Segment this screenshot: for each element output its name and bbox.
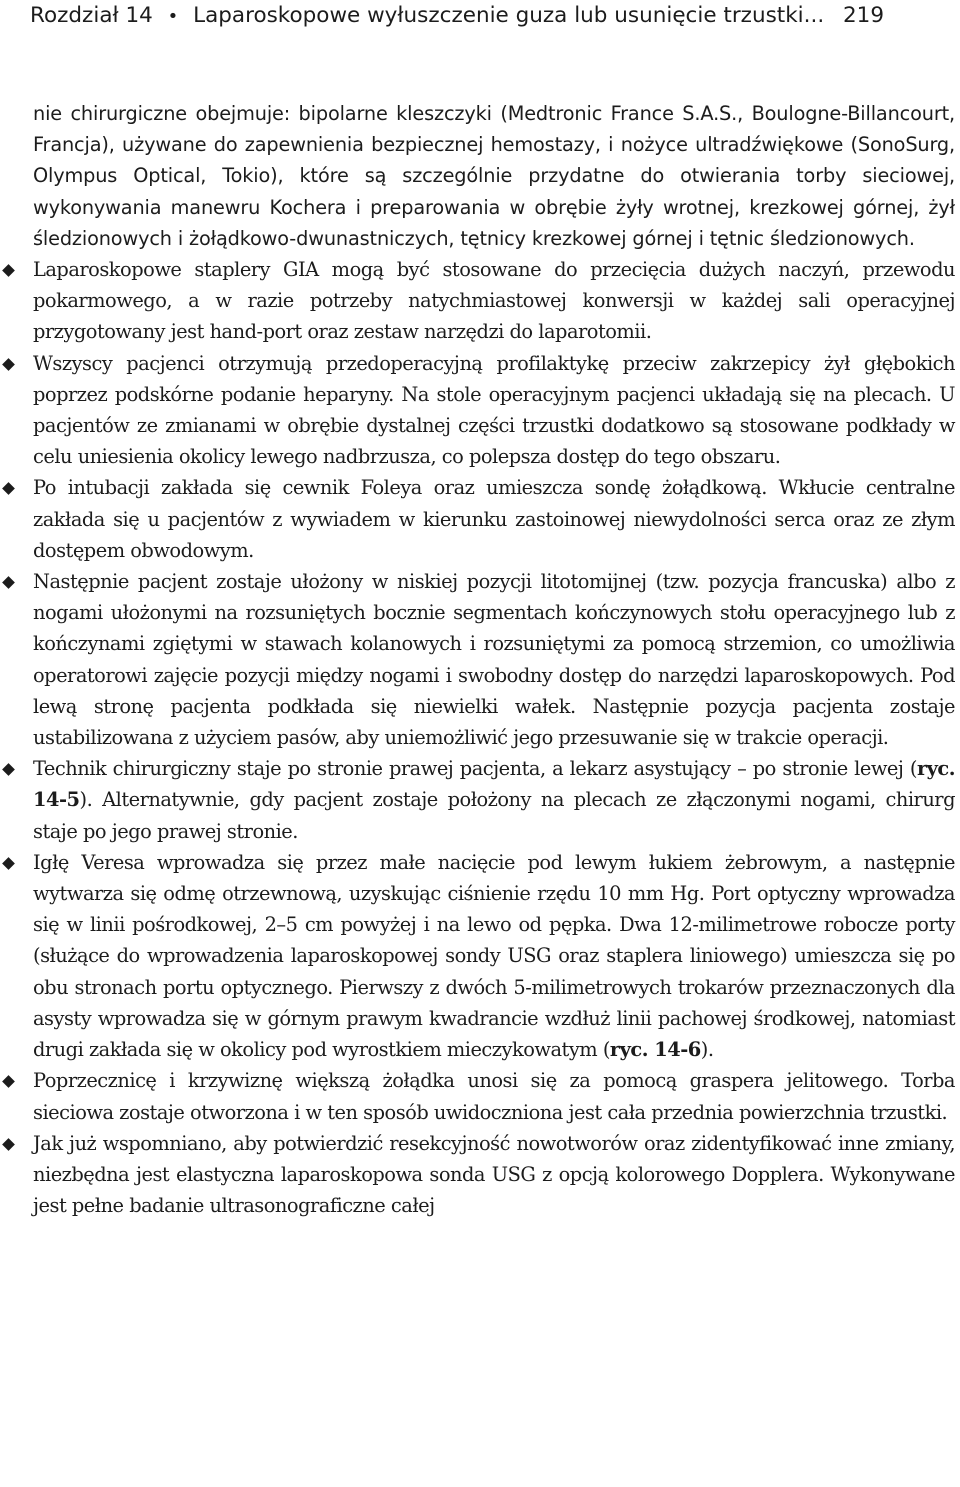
bullet-diamond-icon bbox=[2, 264, 15, 277]
bullet-item-intubation bbox=[33, 472, 955, 566]
bullet-text: Po intubacji zakłada się cewnik Foleya oraz umieszcza sondę żołądkową. Wkłucie centralne zakłada się u pacjentów z wywiadem w kierunku zastoinowej niewydolności serca oraz ze złym dostępem obwodowym. bbox=[33, 476, 955, 562]
chapter-label: Rozdział 14 bbox=[30, 3, 153, 28]
bullet-text: ). bbox=[700, 1038, 714, 1062]
bullet-text: Wszyscy pacjenci otrzymują przedoperacyjną profilaktykę przeciw zakrzepicy żył głębokich poprzez podskórne podanie heparyny. Na stole operacyjnym pacjenci układają się na plecach. U pacjentów ze zmianami w obrębie dystalnej części trzustki dodatkowo są stosowane podkłady w celu uniesienia okolicy lewego nadbrzusza, co polepsza dostęp do tego obszaru. bbox=[33, 351, 955, 469]
bullet-item-positioning bbox=[33, 566, 955, 753]
bullet-diamond-icon bbox=[2, 576, 15, 589]
bullet-text: Igłę Veresa wprowadza się przez małe nacięcie pod lewym łukiem żebrowym, a następnie wytwarza się odmę otrzewnową, uzyskując ciśnienie rzędu 10 mm Hg. Port optyczny wprowadza się w linii pośrodkowej, 2–5 cm powyżej i na lewo od pępka. Dwa 12-milimetrowe robocze porty (służące do wprowadzenia laparoskopowej sondy USG oraz staplera liniowego) umieszcza się po obu stronach portu optycznego. Pierwszy z dwóch 5-milimetrowych trokarów przeznaczonych dla asysty wprowadza się w górnym prawym kwadrancie wzdłuż linii pachowej środkowej, natomiast drugi zakłada się w okolicy pod wyrostkiem mieczykowatym ( bbox=[33, 850, 955, 1062]
bullet-text: Poprzecznicę i krzywiznę większą żołądka unosi się za pomocą graspera jelitowego. Torba sieciowa zostaje otworzona i w ten sposób uwidoczniona jest cała przednia powierzchnia trzustki. bbox=[33, 1069, 955, 1124]
header-separator: • bbox=[167, 6, 179, 27]
figure-reference[interactable]: ryc. 14-5 bbox=[33, 757, 955, 812]
bullet-item-port-placement bbox=[33, 847, 955, 1065]
bullet-diamond-icon bbox=[2, 483, 15, 496]
bullet-text: Następnie pacjent zostaje ułożony w niskiej pozycji litotomijnej (tzw. pozycja francuska) albo z nogami ułożonymi na rozsuniętych bocznie segmentach kończynowych stołu operacyjnego lub z kończynami zgiętymi w stawach kolanowych i rozsuniętymi za pomocą strzemion, co umożliwia operatorowi zajęcie pozycji między nogami i swobodny dostęp do narzędzi laparoskopowych. Pod lewą stronę pacjenta podkłada się niewielki wałek. Następnie pozycja pacjenta zostaje ustabilizowana z użyciem pasów, aby uniemożliwić jego przesuwanie się w trakcie operacji. bbox=[33, 570, 955, 750]
bullet-text: Jak już wspomniano, aby potwierdzić resekcyjność nowotworów oraz zidentyfikować inne zmiany, niezbędna jest elastyczna laparoskopowa sonda USG z opcją kolorowego Dopplera. Wykonywane jest pełne badanie ultrasonograficzne całej bbox=[33, 1131, 955, 1218]
bullet-diamond-icon bbox=[2, 1138, 15, 1151]
page-number: 219 bbox=[843, 3, 885, 28]
continuation-paragraph: nie chirurgiczne obejmuje: bipolarne kleszczyki (Medtronic France S.A.S., Boulogne-Billancourt, Francja), używane do zapewnienia bezpiecznej hemostazy, i nożyce ultradźwiękowe (SonoSurg, Olympus Optical, Tokio), które są szczególnie przydatne do otwierania torby sieciowej, wykonywania manewru Kochera i preparowania w obrębie żyły wrotnej, krezkowej górnej, żył śledzionowych i żołądkowo-dwunastniczych, tętnicy krezkowej górnej i tętnic śledzionowych. bbox=[33, 102, 955, 250]
page-body bbox=[33, 98, 955, 1221]
bullet-diamond-icon bbox=[2, 857, 15, 870]
bullet-item-team-placement bbox=[33, 753, 955, 847]
bullet-diamond-icon bbox=[2, 763, 15, 776]
chapter-title: Laparoskopowe wyłuszczenie guza lub usunięcie trzustki... bbox=[193, 3, 825, 28]
bullet-text: Laparoskopowe staplery GIA mogą być stosowane do przecięcia dużych naczyń, przewodu pokarmowego, a w razie potrzeby natychmiastowej konwersji w każdej sali operacyjnej przygotowany jest hand-port oraz zestaw narzędzi do laparotomii. bbox=[33, 258, 955, 344]
figure-reference[interactable]: ryc. 14-6 bbox=[609, 1038, 701, 1062]
bullet-item-ultrasound bbox=[33, 1128, 955, 1222]
bullet-diamond-icon bbox=[2, 1075, 15, 1088]
bullet-item-prophylaxis bbox=[33, 348, 955, 473]
running-header bbox=[30, 2, 960, 31]
bullet-text: Technik chirurgiczny staje po stronie prawej pacjenta, a lekarz asystujący – po stronie lewej ( bbox=[33, 757, 917, 781]
bullet-item-exposure bbox=[33, 1065, 955, 1127]
bullet-diamond-icon bbox=[2, 358, 15, 371]
bullet-text: ). Alternatywnie, gdy pacjent zostaje położony na plecach ze złączonymi nogami, chirurg staje po jego prawej stronie. bbox=[33, 788, 955, 843]
bullet-item-staplers bbox=[33, 254, 955, 348]
